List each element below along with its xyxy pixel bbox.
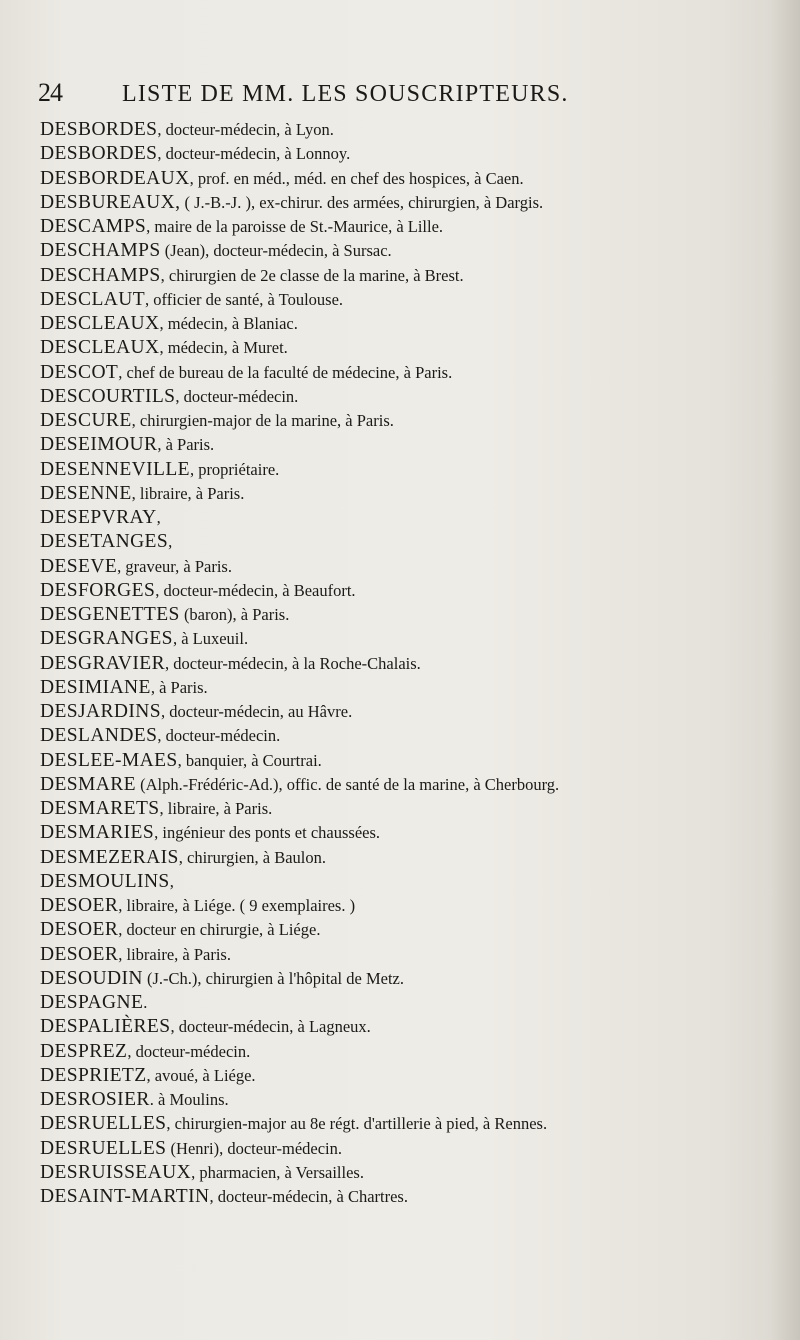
subscriber-entry [40, 385, 760, 409]
subscriber-name: DESOER [40, 919, 119, 941]
subscriber-entry [40, 433, 760, 457]
subscriber-entry [40, 943, 760, 967]
subscriber-name: DESENNEVILLE [40, 458, 190, 480]
subscriber-description: , graveur, à Paris. [117, 556, 232, 576]
subscriber-description: , prof. en méd., méd. en chef des hospices, à Caen. [189, 168, 524, 188]
subscriber-entry [40, 967, 760, 991]
page-header [38, 78, 638, 118]
subscriber-entry [40, 1064, 760, 1088]
subscriber-description: , [168, 532, 173, 552]
subscriber-entry [40, 846, 760, 870]
subscriber-entry [40, 870, 760, 894]
subscriber-description: , médecin, à Blaniac. [159, 314, 298, 333]
subscriber-name: DESGRAVIER [40, 652, 165, 674]
subscriber-description: , ingénieur des ponts et chaussées. [154, 823, 381, 843]
subscriber-description: (Jean), docteur-médecin, à Sursac. [160, 241, 392, 261]
subscriber-description: , docteur-médecin, à Lonnoy. [157, 144, 351, 164]
subscriber-description: , docteur-médecin, à la Roche-Chalais. [165, 653, 421, 673]
subscriber-name: DESPAGNE [40, 992, 144, 1013]
subscriber-description: , maire de la paroisse de St.-Maurice, à Lille. [146, 217, 444, 236]
subscriber-entry [40, 336, 760, 360]
subscriber-entry [40, 264, 760, 288]
subscriber-name: DESBUREAUX, [40, 191, 181, 213]
subscriber-entry [40, 724, 760, 748]
page-number: 24 [38, 78, 62, 107]
subscriber-entry [40, 700, 760, 724]
subscriber-name: DESCLEAUX [40, 337, 160, 359]
subscriber-name: DESENNE [40, 482, 132, 504]
subscriber-name: DESRUELLES [40, 1113, 167, 1135]
subscriber-entry [40, 1137, 760, 1161]
subscriber-entry [40, 1015, 760, 1039]
subscriber-name: DESEVE [40, 555, 118, 577]
subscriber-name: DESJARDINS [40, 701, 162, 722]
subscriber-entry [40, 409, 760, 433]
subscriber-description: , pharmacien, à Versailles. [191, 1162, 364, 1182]
subscriber-description: , [156, 508, 161, 527]
subscriber-entry [40, 118, 760, 142]
subscriber-entry [40, 167, 760, 191]
subscriber-entry [40, 1088, 760, 1112]
subscriber-entry [40, 288, 760, 312]
subscriber-entry [40, 749, 760, 773]
subscriber-entry [40, 239, 760, 263]
subscriber-description: , libraire, à Paris. [159, 799, 273, 818]
subscriber-name: DESBORDEAUX [40, 167, 190, 189]
subscriber-name: DESCLAUT [40, 288, 146, 310]
subscriber-description: , docteur-médecin. [127, 1041, 251, 1061]
subscriber-description: , chirurgien de 2e classe de la marine, à Brest. [160, 265, 464, 285]
subscriber-name: DESCURE [40, 410, 132, 431]
subscriber-name: DESMARETS [40, 798, 160, 819]
subscriber-description: , [169, 871, 174, 891]
subscriber-description: , libraire, à Liége. ( 9 exemplaires. ) [118, 896, 356, 915]
subscriber-name: DESMEZERAIS [40, 846, 179, 868]
subscriber-name: DESETANGES [40, 531, 169, 553]
subscriber-entry [40, 1112, 760, 1136]
subscriber-description: , banquier, à Courtrai. [177, 750, 322, 770]
subscriber-name: DESCOURTILS [40, 385, 176, 407]
subscriber-description: , libraire, à Paris. [131, 483, 245, 503]
subscriber-description: , chirurgien, à Baulon. [178, 847, 326, 867]
subscriber-entry [40, 797, 760, 821]
subscriber-name: DESCHAMPS [40, 240, 161, 262]
subscriber-name: DESEIMOUR [40, 434, 158, 456]
subscriber-entry [40, 312, 760, 336]
subscriber-description: , docteur-médecin, à Lyon. [157, 120, 334, 139]
subscriber-entry [40, 894, 760, 918]
subscriber-entry [40, 215, 760, 239]
page-edge-shadow [770, 0, 800, 1340]
subscriber-description: , docteur en chirurgie, à Liége. [118, 920, 321, 940]
subscriber-entry [40, 676, 760, 700]
subscriber-name: DESCLEAUX [40, 313, 160, 334]
subscriber-description: (baron), à Paris. [179, 605, 290, 624]
subscriber-name: DESLANDES [40, 725, 158, 747]
subscriber-description: , propriétaire. [189, 459, 280, 479]
subscriber-entry [40, 458, 760, 482]
subscriber-description: , à Paris. [157, 435, 215, 455]
subscriber-description: , avoué, à Liége. [146, 1065, 256, 1085]
subscriber-name: DESIMIANE [40, 676, 151, 698]
subscriber-description: , docteur-médecin, à Beaufort. [155, 580, 356, 600]
subscriber-description: , docteur-médecin, à Chartres. [209, 1187, 408, 1206]
subscriber-description: (Alph.-Frédéric-Ad.), offic. de santé de la marine, à Cherbourg. [135, 774, 560, 794]
subscriber-description: , à Paris. [150, 677, 208, 697]
subscriber-entry [40, 191, 760, 215]
subscriber-name: DESAINT-MARTIN [40, 1186, 210, 1207]
subscriber-name: DESCAMPS [40, 216, 147, 237]
subscriber-entry [40, 627, 760, 651]
subscriber-name: DESBORDES [40, 119, 158, 140]
subscriber-name: DESPALIÈRES [40, 1016, 171, 1038]
subscriber-list [40, 118, 760, 1209]
subscriber-description: , chirurgien-major au 8e régt. d'artillerie à pied, à Rennes. [166, 1114, 548, 1134]
subscriber-name: DESPRIETZ [40, 1064, 147, 1086]
subscriber-entry [40, 1161, 760, 1185]
subscriber-description: . [143, 993, 148, 1012]
subscriber-description: , docteur-médecin, à Lagneux. [170, 1017, 371, 1037]
subscriber-entry [40, 579, 760, 603]
subscriber-entry [40, 652, 760, 676]
subscriber-entry [40, 918, 760, 942]
subscriber-name: DESFORGES [40, 579, 156, 601]
subscriber-entry [40, 506, 760, 530]
subscriber-name: DESROSIER [40, 1089, 150, 1110]
subscriber-entry [40, 603, 760, 627]
subscriber-description: ( J.-B.-J. ), ex-chirur. des armées, chirurgien, à Dargis. [180, 192, 544, 212]
subscriber-name: DESRUELLES [40, 1137, 167, 1159]
subscriber-name: DESOER [40, 895, 119, 916]
subscriber-description: , officier de santé, à Toulouse. [145, 289, 344, 309]
subscriber-entry [40, 142, 760, 166]
subscriber-description: , à Luxeuil. [172, 629, 249, 649]
subscriber-name: DESPREZ [40, 1040, 128, 1062]
subscriber-description: , chef de bureau de la faculté de médecine, à Paris. [118, 362, 453, 382]
subscriber-description: (Henri), docteur-médecin. [166, 1138, 343, 1158]
subscriber-name: DESOER [40, 943, 119, 965]
subscriber-entry [40, 773, 760, 797]
subscriber-description: , libraire, à Paris. [118, 944, 231, 964]
subscriber-entry [40, 821, 760, 845]
running-title: LISTE DE MM. LES SOUSCRIPTEURS. [122, 81, 569, 107]
subscriber-name: DESGENETTES [40, 604, 180, 625]
subscriber-name: DESBORDES [40, 143, 158, 165]
subscriber-description: . à Moulins. [149, 1090, 229, 1109]
subscriber-name: DESMOULINS [40, 870, 170, 892]
subscriber-name: DESGRANGES [40, 628, 173, 650]
subscriber-name: DESCHAMPS [40, 264, 161, 286]
subscriber-name: DESRUISSEAUX [40, 1161, 192, 1183]
subscriber-entry [40, 555, 760, 579]
subscriber-name: DESCOT [40, 361, 119, 383]
subscriber-name: DESMARIES [40, 822, 155, 844]
subscriber-name: DESEPVRAY [40, 507, 157, 528]
subscriber-entry [40, 1185, 760, 1209]
subscriber-description: , docteur-médecin. [157, 726, 281, 746]
subscriber-name: DESLEE-MAES [40, 749, 178, 771]
subscriber-entry [40, 1040, 760, 1064]
subscriber-entry [40, 530, 760, 554]
subscriber-description: (J.-Ch.), chirurgien à l'hôpital de Metz. [142, 968, 404, 988]
subscriber-name: DESOUDIN [40, 967, 143, 989]
subscriber-name: DESMARE [40, 773, 136, 795]
subscriber-entry [40, 361, 760, 385]
subscriber-description: , médecin, à Muret. [159, 338, 288, 358]
subscriber-entry [40, 482, 760, 506]
subscriber-description: , docteur-médecin, au Hâvre. [161, 702, 353, 721]
subscriber-description: , chirurgien-major de la marine, à Paris. [131, 411, 394, 430]
subscriber-entry [40, 991, 760, 1015]
subscriber-description: , docteur-médecin. [175, 386, 299, 406]
